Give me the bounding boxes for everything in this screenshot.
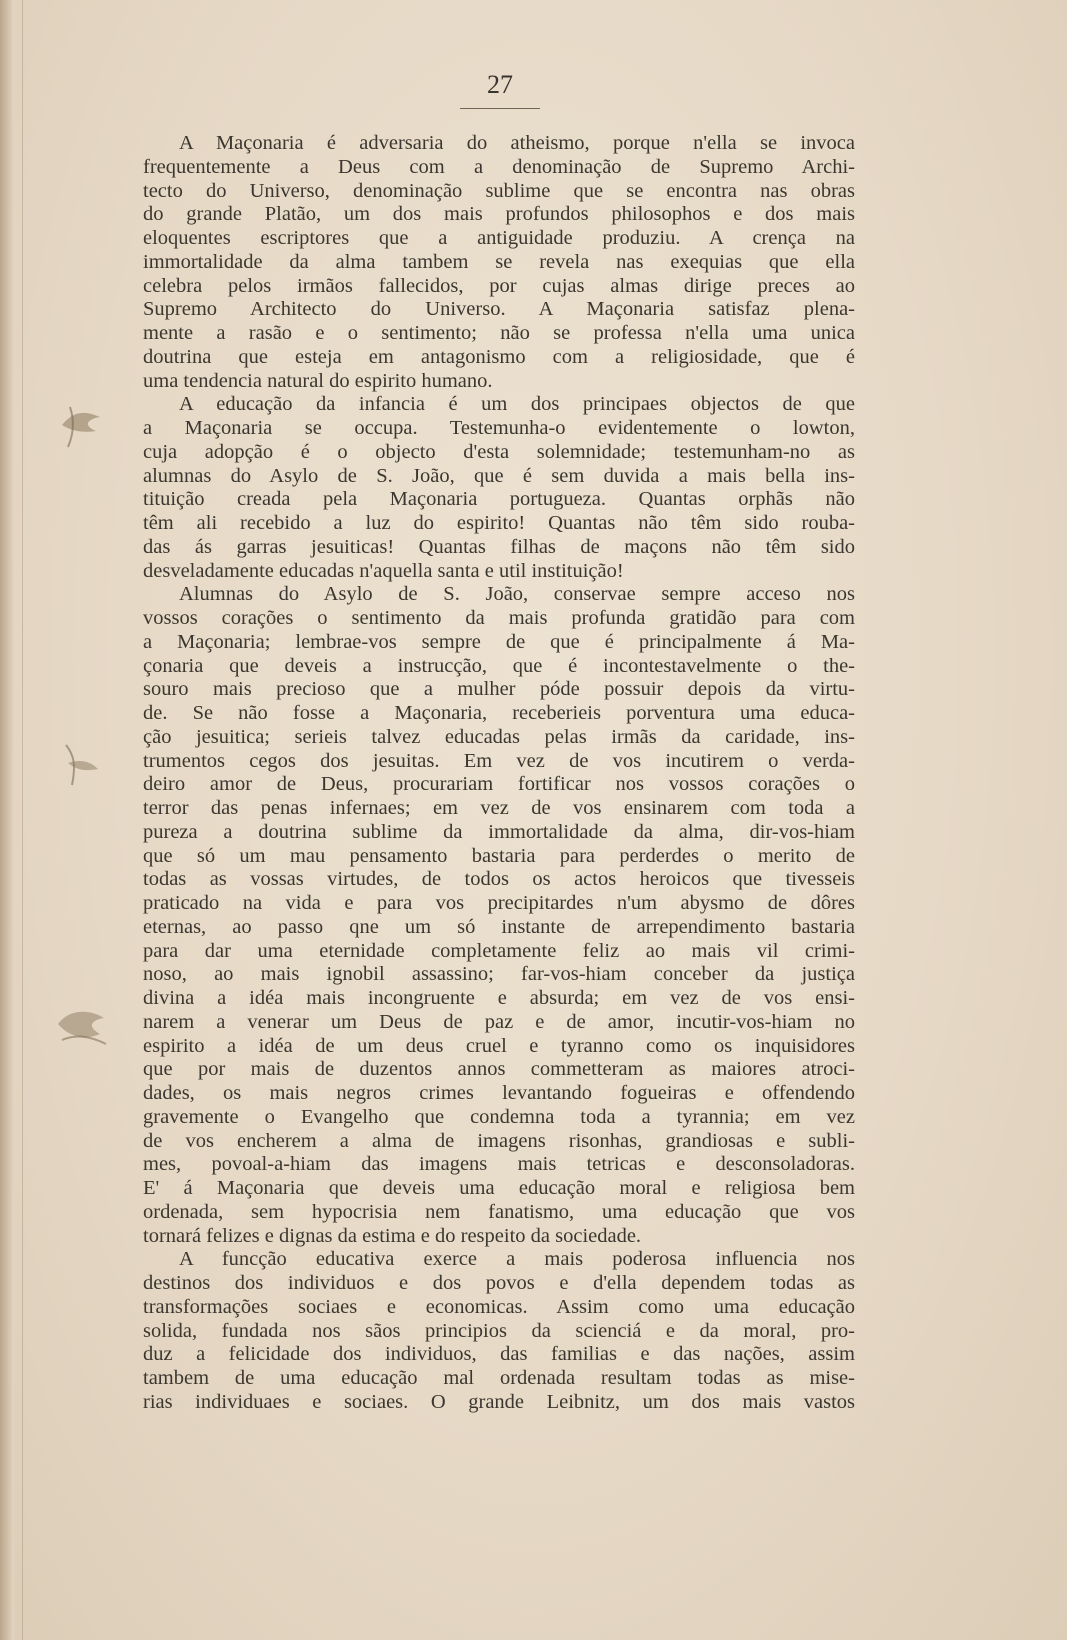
text-line: ordenada, sem hypocrisia nem fanatismo, uma educação que vos: [143, 1200, 855, 1223]
text-line: terror das penas infernaes; em vez de vos ensinarem com toda a: [143, 797, 855, 819]
text-line: desveladamente educadas n'aquella santa e util instituição!: [143, 559, 624, 582]
text-line: gravemente o Evangelho que condemna toda a tyrannia; em vez: [143, 1105, 855, 1128]
text-line: A educação da infancia é um dos principaes objectos de que: [179, 393, 855, 416]
text-line: duz a felicidade dos individuos, das familias e das nações, assim: [143, 1343, 855, 1366]
text-line: trumentos cegos dos jesuitas. Em vez de vos incutirem o verda-: [143, 749, 855, 772]
text-line: a Maçonaria se occupa. Testemunha-o evidentemente o lowton,: [143, 417, 855, 439]
text-line: doutrina que esteja em antagonismo com a religiosidade, que é: [143, 345, 855, 368]
text-line: celebra pelos irmãos fallecidos, por cujas almas dirige preces ao: [143, 274, 855, 297]
page-number: 27: [487, 70, 513, 99]
text-line: A funcção educativa exerce a mais poderosa influencia nos: [179, 1248, 855, 1271]
page-number-rule: [460, 108, 540, 109]
text-line: que só um mau pensamento bastaria para perderdes o merito de: [143, 844, 855, 867]
paragraph: [143, 132, 855, 393]
text-line: das ás garras jesuiticas! Quantas filhas de maçons não têm sido: [143, 535, 855, 558]
text-line: destinos dos individuos e dos povos e d'ella dependem todas as: [143, 1272, 855, 1294]
text-line: dades, os mais negros crimes levantando fogueiras e offendendo: [143, 1082, 855, 1104]
text-line: souro mais precioso que a mulher póde possuir depois da virtu-: [143, 678, 855, 701]
text-line: çonaria que deveis a instrucção, que é incontestavelmente o the-: [143, 654, 855, 677]
text-line: Supremo Architecto do Universo. A Maçonaria satisfaz plena-: [143, 298, 855, 321]
text-line: tambem de uma educação mal ordenada resultam todas as mise-: [143, 1367, 855, 1389]
text-line: vossos corações o sentimento da mais profunda gratidão para com: [143, 607, 855, 629]
text-line: praticado na vida e para vos precipitardes n'um abysmo de dôres: [143, 892, 855, 914]
text-line: immortalidade da alma tambem se revela nas exequias que ella: [143, 250, 855, 273]
text-line: de vos encherem a alma de imagens risonhas, grandiosas e subli-: [143, 1129, 855, 1152]
text-line: mes, povoal-a-hiam das imagens mais tetricas e desconsoladoras.: [143, 1153, 855, 1176]
text-line: frequentemente a Deus com a denominação de Supremo Archi-: [143, 155, 855, 178]
text-line: para dar uma eternidade completamente feliz ao mais vil crimi-: [143, 939, 855, 962]
text-line: têm ali recebido a luz do espirito! Quantas não têm sido rouba-: [143, 512, 855, 534]
text-line: uma tendencia natural do espirito humano.: [143, 369, 493, 392]
paragraph: [143, 1248, 855, 1414]
text-line: tecto do Universo, denominação sublime que se encontra nas obras: [143, 179, 855, 202]
binding-edge: [0, 0, 14, 1640]
text-line: de. Se não fosse a Maçonaria, receberieis porventura uma educa-: [143, 702, 855, 724]
text-line: espirito a idéa de um deus cruel e tyranno como os inquisidores: [143, 1034, 855, 1057]
text-line: Alumnas do Asylo de S. João, conservae sempre acceso nos: [179, 583, 855, 606]
margin-ornament-bottom: [52, 1000, 112, 1060]
text-line: cuja adopção é o objecto d'esta solemnidade; testemunham-no as: [143, 440, 855, 463]
text-line: alumnas do Asylo de S. João, que é sem duvida a mais bella ins-: [143, 464, 855, 487]
text-line: noso, ao mais ignobil assassino; far-vos-hiam conceber da justiça: [143, 963, 855, 986]
text-line: rias individuaes e sociaes. O grande Leibnitz, um dos mais vastos: [143, 1390, 855, 1413]
margin-ornament-top: [52, 395, 112, 455]
paragraph: [143, 393, 855, 583]
text-line: mente a rasão e o sentimento; não se professa n'ella uma unica: [143, 322, 855, 344]
text-line: A Maçonaria é adversaria do atheismo, porque n'ella se invoca: [179, 132, 855, 154]
text-line: narem a venerar um Deus de paz e de amor, incutir-vos-hiam no: [143, 1010, 855, 1033]
margin-ornament-middle: [52, 735, 112, 795]
text-line: transformações sociaes e economicas. Assim como uma educação: [143, 1295, 855, 1318]
text-line: todas as vossas virtudes, de todos os actos heroicos que tivesseis: [143, 868, 855, 891]
text-line: divina a idéa mais incongruente e absurda; em vez de vos ensi-: [143, 987, 855, 1009]
text-line: pureza a doutrina sublime da immortalidade da alma, dir-vos-hiam: [143, 820, 855, 843]
text-line: eternas, ao passo qne um só instante de arrependimento bastaria: [143, 915, 855, 938]
text-line: do grande Platão, um dos mais profundos philosophos e dos mais: [143, 203, 855, 226]
text-line: solida, fundada nos sãos principios da scienciá e da moral, pro-: [143, 1319, 855, 1342]
text-line: deiro amor de Deus, procurariam fortificar nos vossos corações o: [143, 773, 855, 796]
text-line: E' á Maçonaria que deveis uma educação moral e religiosa bem: [143, 1177, 855, 1199]
text-line: eloquentes escriptores que a antiguidade produziu. A crença na: [143, 227, 855, 249]
text-line: ção jesuitica; serieis talvez educadas pelas irmãs da caridade, ins-: [143, 725, 855, 748]
text-line: tornará felizes e dignas da estima e do respeito da sociedade.: [143, 1224, 642, 1247]
binding-crease: [22, 0, 23, 1640]
text-line: que por mais de duzentos annos commetteram as maiores atroci-: [143, 1058, 855, 1081]
text-line: tituição creada pela Maçonaria portugueza. Quantas orphãs não: [143, 488, 855, 511]
text-line: a Maçonaria; lembrae-vos sempre de que é principalmente á Ma-: [143, 630, 855, 653]
body-text: [143, 132, 855, 1415]
paragraph: [143, 583, 855, 1248]
